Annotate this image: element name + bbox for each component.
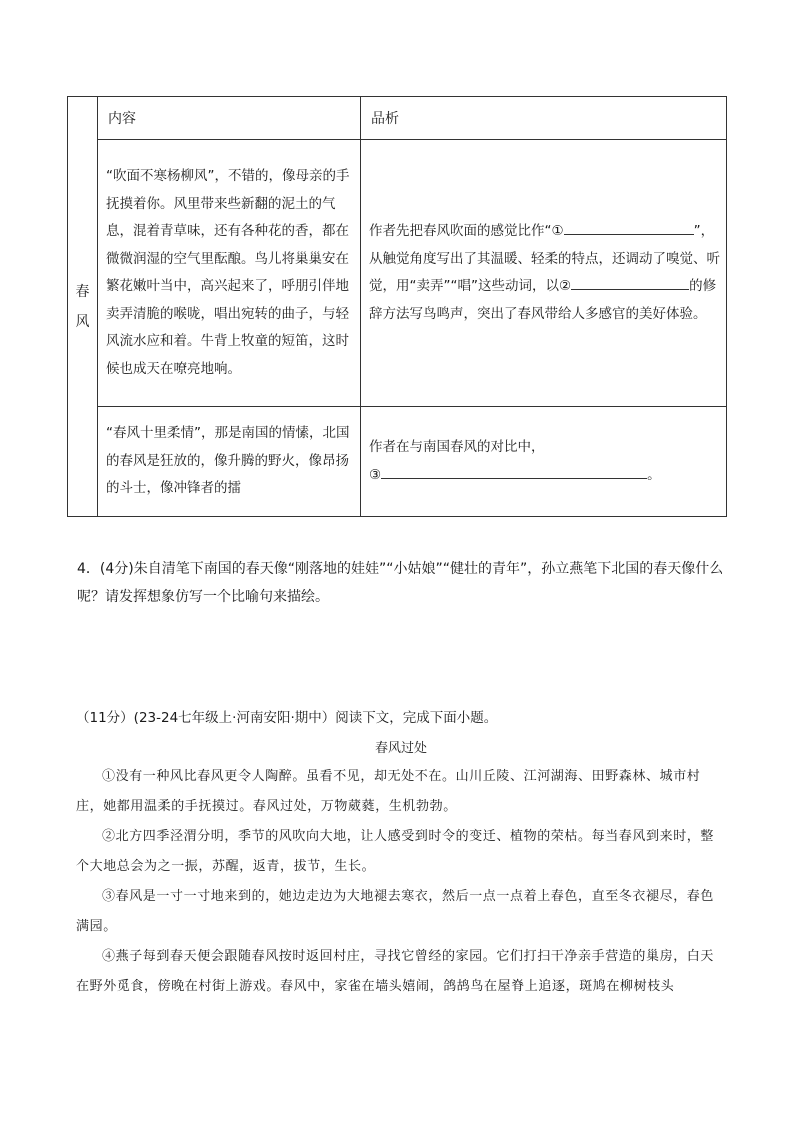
row1-analysis-text: 的修辞方法写鸟鸣声，突出了春风带给人多感官的美好体验。 (369, 278, 717, 322)
paragraph: ②北方四季泾渭分明，季节的风吹向大地，让人感受到时令的变迁、植物的荣枯。每当春风到来时，整个大地总会为之一振，苏醒，返青，拔节，生长。 (76, 829, 715, 874)
row2-analysis-end: 。 (647, 466, 661, 483)
row2-analysis-text: 作者在与南国春风的对比中， (369, 439, 545, 455)
paragraph: ①没有一种风比春风更令人陶醉。虽看不见，却无处不在。山川丘陵、江河湖海、田野森林、城市村庄，她都用温柔的手抚摸过。春风过处，万物葳蕤，生机勃勃。 (76, 769, 701, 814)
category-cell (68, 97, 98, 517)
question-4: 4．(4分)朱自清笔下南国的春天像“刚落地的娃娃”“小姑娘”“健壮的青年”，孙立燕笔下北国的春天像什么呢？请发挥想象仿写一个比喻句来描绘。 (77, 561, 724, 605)
answer-blank-1[interactable] (564, 218, 694, 235)
row2-analysis (361, 407, 727, 517)
row1-analysis-text: ”，从触觉角度写出了其温暖、轻柔的特点，还调动了嗅觉、听觉，用“卖弄”“唱”这些动词，以② (369, 223, 720, 294)
paragraph: ④燕子每到春天便会跟随春风按时返回村庄，寻找它曾经的家园。它们打扫干净亲手营造的巢房，白天在野外觅食，傍晚在村街上游戏。春风中，家雀在墙头嬉闹，鸽鸪鸟在屋脊上追逐，斑鸠在柳树枝头 (76, 949, 715, 994)
row1-content: “吹面不寒杨柳风”，不错的，像母亲的手抚摸着你。风里带来些新翻的泥土的气息，混着青草味，还有各种花的香，都在微微润湿的空气里酝酿。鸟儿将巢巢安在繁花嫩叶当中，高兴起来了，呼朋引伴地卖弄清脆的喉咙，唱出宛转的曲子，与轻风流水应和着。牛背上牧童的短笛，这时候也成天在嘹亮地响。 (98, 140, 361, 407)
answer-blank-3[interactable] (381, 462, 647, 479)
row2-content: “春风十里柔情”，那是南国的情愫，北国的春风是狂放的，像升腾的野火，像昂扬的斗士，像冲锋者的擂 (98, 407, 361, 517)
analysis-table (67, 96, 727, 517)
circle-number: ③ (369, 466, 382, 483)
article-title: 春风过处 (374, 741, 427, 756)
answer-blank-2[interactable] (571, 273, 689, 290)
header-analysis: 品析 (361, 97, 727, 140)
row1-analysis (361, 140, 727, 407)
header-content: 内容 (98, 97, 361, 140)
row1-analysis-text: 作者先把春风吹面的感觉比作“① (369, 223, 564, 239)
paragraph: ③春风是一寸一寸地来到的，她边走边为大地褪去寒衣，然后一点一点着上春色，直至冬衣褪尽，春色满园。 (76, 889, 715, 934)
reading-section (76, 706, 726, 1002)
category-char: 春 (75, 283, 90, 300)
category-char: 风 (75, 313, 90, 330)
section-heading: （11分）(23-24七年级上·河南安阳·期中）阅读下文，完成下面小题。 (76, 710, 498, 726)
